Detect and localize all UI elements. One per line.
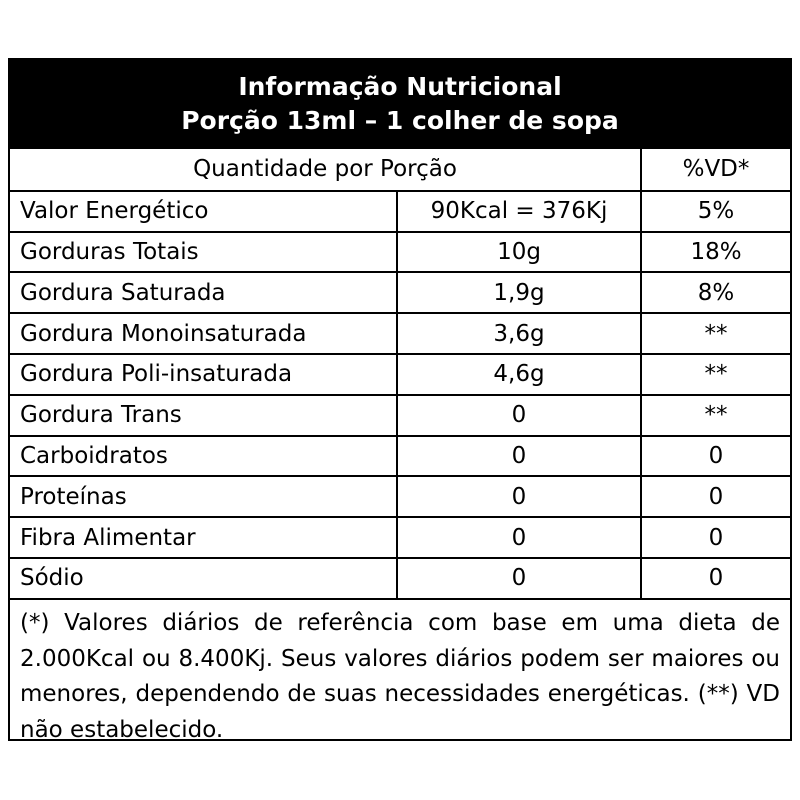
nutrient-quantity: 4,6g: [396, 355, 640, 394]
table-row: [10, 353, 790, 394]
table-row: [10, 475, 790, 516]
table-row: [10, 271, 790, 312]
nutrient-name: Gordura Poli-insaturada: [20, 361, 293, 388]
table-row: [10, 394, 790, 435]
table-row: [10, 190, 790, 231]
nutrient-name: Gordura Trans: [20, 402, 182, 429]
nutrient-dv: 0: [640, 559, 790, 598]
nutrient-name: Gordura Monoinsaturada: [20, 320, 307, 347]
footnote: (*) Valores diários de referência com base em uma dieta de 2.000Kcal ou 8.400Kj. Seus valores diários podem ser maiores ou menores, dependendo de suas necessidades energéticas. (**) VD não estabelecido.: [10, 598, 790, 739]
nutrient-quantity: 0: [396, 477, 640, 516]
column-header-row: [10, 149, 790, 190]
nutrient-quantity: 0: [396, 437, 640, 476]
nutrient-quantity: 10g: [396, 233, 640, 272]
table-row: [10, 557, 790, 598]
label-header: [10, 60, 790, 149]
nutrient-dv: 8%: [640, 273, 790, 312]
nutrient-quantity: 0: [396, 396, 640, 435]
column-header-quantity: Quantidade por Porção: [193, 156, 457, 183]
nutrition-table: [10, 149, 790, 598]
nutrient-quantity: 90Kcal = 376Kj: [396, 192, 640, 231]
nutrient-dv: **: [640, 396, 790, 435]
nutrient-dv: 18%: [640, 233, 790, 272]
nutrient-dv: **: [640, 314, 790, 353]
nutrient-name: Gordura Saturada: [20, 279, 226, 306]
table-row: [10, 435, 790, 476]
nutrient-dv: 0: [640, 518, 790, 557]
table-row: [10, 516, 790, 557]
nutrient-name: Fibra Alimentar: [20, 524, 196, 551]
nutrient-name: Proteínas: [20, 483, 127, 510]
nutrient-quantity: 3,6g: [396, 314, 640, 353]
nutrient-name: Gorduras Totais: [20, 238, 199, 265]
column-header-dv: %VD*: [640, 149, 790, 190]
nutrient-quantity: 0: [396, 559, 640, 598]
nutrient-quantity: 1,9g: [396, 273, 640, 312]
nutrient-dv: 0: [640, 477, 790, 516]
nutrient-name: Carboidratos: [20, 442, 168, 469]
nutrient-dv: 5%: [640, 192, 790, 231]
label-title: Informação Nutricional: [238, 72, 562, 101]
serving-size: Porção 13ml – 1 colher de sopa: [181, 106, 619, 135]
nutrient-name: Sódio: [20, 565, 84, 592]
table-row: [10, 231, 790, 272]
nutrient-dv: **: [640, 355, 790, 394]
nutrient-dv: 0: [640, 437, 790, 476]
table-row: [10, 312, 790, 353]
nutrient-name: Valor Energético: [20, 198, 209, 225]
nutrition-facts-label: [8, 58, 792, 741]
nutrient-quantity: 0: [396, 518, 640, 557]
